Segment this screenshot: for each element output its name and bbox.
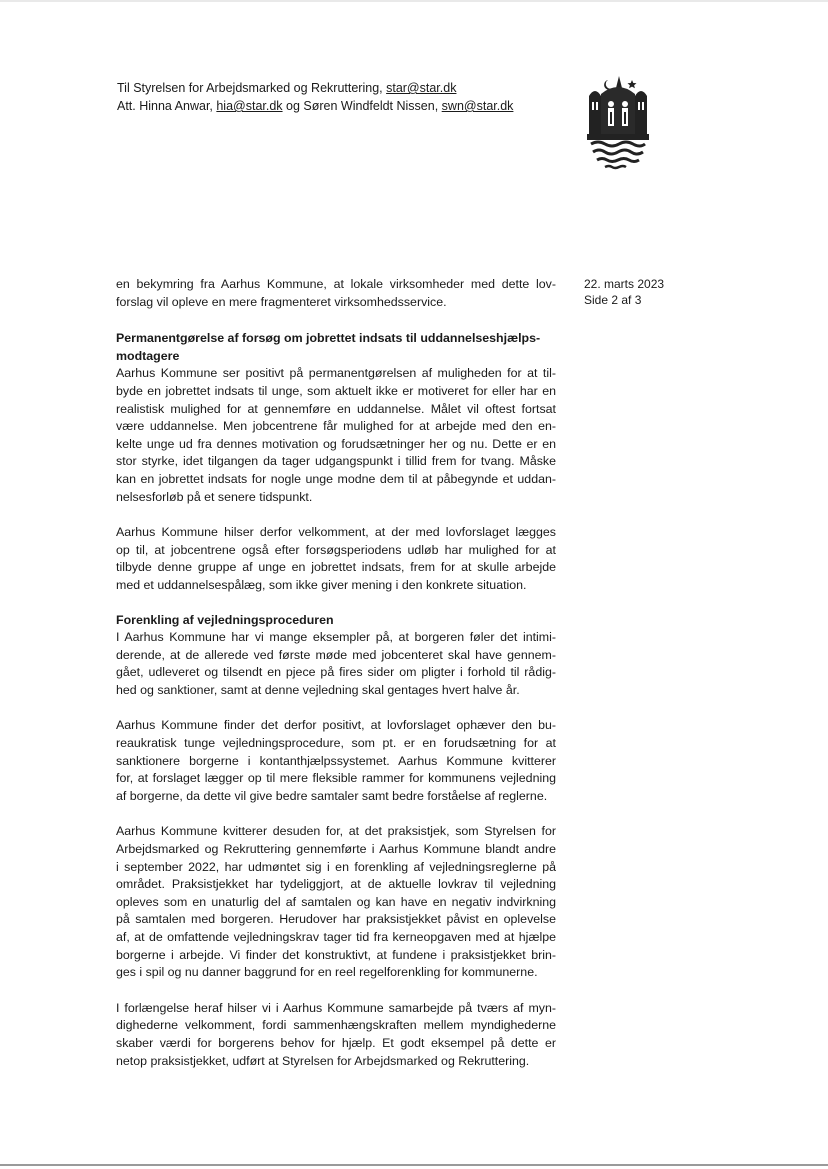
aarhus-coat-of-arms-icon [583,74,653,174]
page-number: Side 2 af 3 [584,293,642,307]
text-line: af borgerne, da dette vil give bedre samtaler samt bedre forståelse af reglerne. [116,788,548,803]
text-line: netop praksistjekket, udført at Styrelsen for Arbejdsmarked og Rekruttering. [116,1053,530,1068]
text-line: Aarhus Kommune kvitterer desuden for, at det praksistjek, som Styrelsen for [116,824,556,839]
text-line: Aarhus Kommune ser positivt på permanentgørelsen af muligheden for at til- [116,366,556,381]
recipient-to-line [117,79,577,97]
text-line: i september 2022, har udmøntet sig i en forenkling af vejledningsreglerne på [116,859,556,874]
text-line: forslag vil opleve en mere fragmenteret virksomhedsservice. [116,294,447,309]
text-line: på samtalen med borgeren. Herudover har praksistjekket påvist en oplevelse [116,912,556,927]
recipient-att-line [117,97,577,115]
section-1-paragraph-2 [116,524,556,594]
text-line: kan en jobrettet indsats for nogle unge modne dem til at påbegynde et uddan- [116,471,556,486]
text-line: ges i spil og nu danner baggrund for en reel regelforenkling for kommunerne. [116,965,538,980]
page-bottom-edge [0,1164,828,1166]
text-line: for, at forslaget lægger op til mere fleksible rammer for kommunens vejledning [116,771,556,786]
text-line: nelsesforløb på et senere tidspunkt. [116,489,313,504]
page-top-edge [0,0,828,2]
recipient-att-text: Att. Hinna Anwar, [117,99,217,113]
recipient-att-middle-text: og Søren Windfeldt Nissen, [282,99,442,113]
recipient-att-email-1-link[interactable]: hia@star.dk [216,99,283,113]
section-1-heading-cont: modtagere [116,348,180,363]
text-line: tilbyde denne gruppe af unge en jobrettet indsats, frem for at skulle arbejde [116,560,556,575]
recipient-to-text: Til Styrelsen for Arbejdsmarked og Rekruttering, [117,81,387,95]
text-line: borgerne i arbejde. Vi finder det konstruktivt, at fundene i praksistjekket brin- [116,947,556,962]
text-line: skaber værdi for borgerens behov for hjælp. Et godt eksempel på dette er [116,1035,556,1050]
intro-paragraph [116,276,556,311]
text-line: derende, at de allerede ved første møde med jobcenteret skal have gennem- [116,647,556,662]
letter-body [116,276,556,1088]
text-line: med et uddannelsespålæg, som ikke giver mening i den konkrete situation. [116,577,527,592]
text-line: en bekymring fra Aarhus Kommune, at lokale virksomheder med dette lov- [116,277,556,291]
text-line: reaukratisk tunge vejledningsprocedure, som pt. er en forudsætning for at [116,736,556,751]
recipient-block [117,79,577,115]
recipient-att-email-2-link[interactable]: swn@star.dk [441,99,514,113]
letter-meta [584,276,714,308]
text-line: Aarhus Kommune hilser derfor velkomment, at der med lovforslaget lægges [116,525,556,540]
text-line: stor styrke, idet tilgangen da tager udgangspunkt i tillid frem for tvang. Måske [116,454,556,469]
recipient-to-email-link[interactable]: star@star.dk [386,81,457,95]
text-line: kelte unge ud fra dennes motivation og forudsætninger her og nu. Dette er en [116,436,556,451]
text-line: byde en jobrettet indsats til unge, som aktuelt ikke er motiveret for eller har en [116,383,556,398]
text-line: gået, udleveret og tilsendt en pjece på fires sider om pligter i forhold til rådig- [116,665,556,680]
section-2-heading: Forenkling af vejledningsproceduren [116,612,334,627]
text-line: op til, at jobcentrene også efter forsøgsperiodens udløb har mulighed for at [116,542,556,557]
text-line: Aarhus Kommune finder det derfor positivt, at lovforslaget ophæver den bu- [116,718,556,733]
text-line: være uddannelse. Men jobcentrene får mulighed for at arbejde med den en- [116,419,556,434]
text-line: opleves som en unaturlig del af samtalen og kan have en negativ indvirkning [116,894,556,909]
text-line: I Aarhus Kommune har vi mange eksempler på, at borgeren føler det intimi- [116,630,556,645]
text-line: I forlængelse heraf hilser vi i Aarhus Kommune samarbejde på tværs af myn- [116,1000,556,1015]
text-line: Arbejdsmarked og Rekruttering gennemførte i Aarhus Kommune blandt andre [116,842,556,857]
text-line: sanktionere borgerne i kontanthjælpssystemet. Aarhus Kommune kvitterer [116,753,556,768]
section-1-heading: Permanentgørelse af forsøg om jobrettet indsats til uddannelseshjælps- [116,331,541,346]
letter-date: 22. marts 2023 [584,277,665,291]
section-2-paragraph-4 [116,1000,556,1070]
text-line: området. Praksistjekket har tydeliggjort, at de aktuelle lovkrav til vejledning [116,877,556,892]
text-line: dighederne velkomment, fordi sammenhængskraften mellem myndighederne [116,1018,556,1033]
section-1-paragraph-1 [116,330,556,506]
section-2-paragraph-3 [116,823,556,981]
section-2-paragraph-2 [116,717,556,805]
text-line: realistisk mulighed for at gennemføre en uddannelse. Målet vil oftest fortsat [116,401,556,416]
text-line: hed og sanktioner, samt at denne vejledning skal gentages hvert halve år. [116,682,520,697]
section-2-paragraph-1 [116,612,556,700]
text-line: af, at de omfattende vejledningskrav tager tid fra kerneopgaven med at hjælpe [116,930,556,944]
